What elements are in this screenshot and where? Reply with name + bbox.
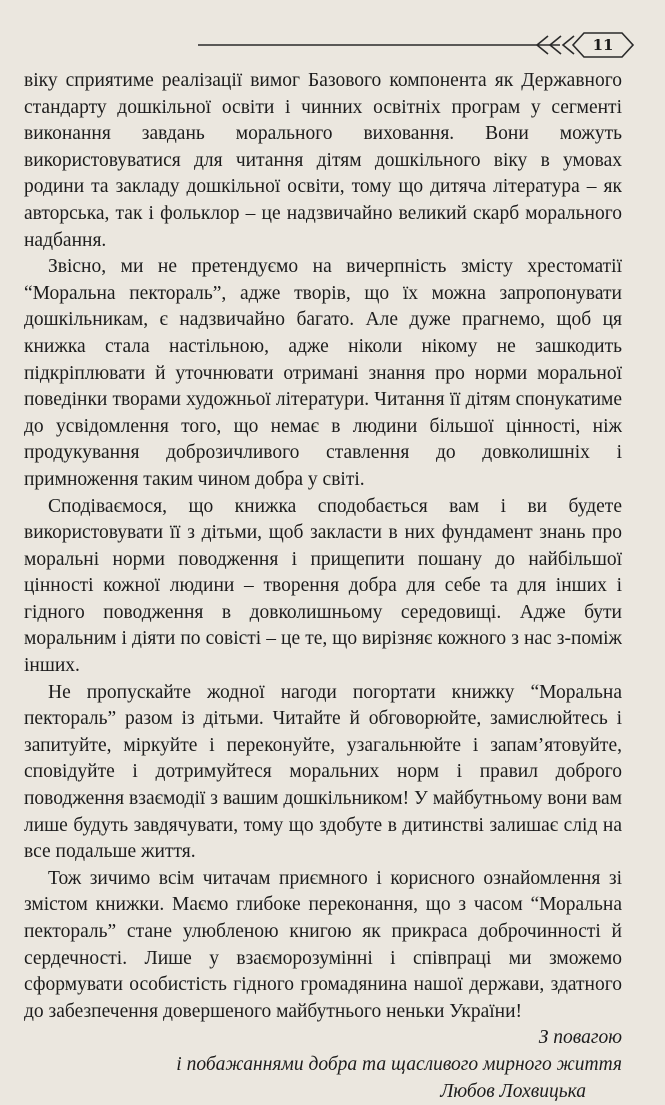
paragraph-4: Не пропускайте жодної нагоди погортати книжку “Моральна пектораль” разом із дітьми. Читайте й обговорюйте, замислюйтесь і запитуйте, міркуйте і переконуйте, узагальнюйте і запам’ятовуйте, сповідуйте і дотримуйтеся моральних норм і правил доброго поводження взаємодії з вашим дошкільником! У майбутньому вони вам лише будуть завдячувати, тому що здобуте в дитинстві залишає слід на все подальше життя.: [24, 681, 622, 863]
header-ornament-icon: [0, 0, 665, 70]
signature-author: Любов Лохвицька: [440, 1080, 586, 1102]
page-number: 11: [592, 36, 614, 54]
body-text: [24, 68, 622, 1105]
signature-greeting: З повагою: [538, 1027, 622, 1049]
paragraph-2: Звісно, ми не претендуємо на вичерпність змісту хрестоматії “Моральна пектораль”, адже творів, що їх можна запропонувати дошкільникам, є надзвичайно багато. Але дуже прагнемо, щоб ця книжка стала настільною, адже ніколи нікому не зашкодить підкріплювати й уточнювати отримані знання про норми моральної поведінки творами художньої літератури. Читання її дітям спонукатиме до усвідомлення того, що немає в людини більшої цінності, ніж продукування доброзичливого ставлення до довколишніх і примноження таким чином добра у світі.: [24, 256, 622, 490]
signature-wishes: і побажаннями добра та щасливого мирного життя: [176, 1053, 622, 1075]
page-header: [0, 0, 665, 70]
signature-block: [24, 1025, 622, 1105]
paragraph-1: віку сприятиме реалізації вимог Базового компонента як Державного стандарту дошкільної освіти і чинних освітніх програм у сегменті виконання завдань морального виховання. Вони можуть використовуватися для читання дітям дошкільного віку в умовах родини та закладу дошкільної освіти, тому що дитяча література – як авторська, так і фольклор – це надзвичайно великий скарб морального надбання.: [24, 70, 622, 251]
paragraph-3: Сподіваємося, що книжка сподобається вам і ви будете використовувати її з дітьми, щоб закласти в них фундамент знань про моральні норми поводження і прищепити пошану до найбільшої цінності кожної людини – творення добра для себе та для інших і гідного поводження в довколишньому середовищі. Адже бути моральним і діяти по совісті – це те, що вирізняє кожного з нас з-поміж інших.: [24, 495, 622, 677]
paragraph-5: Тож зичимо всім читачам приємного і корисного ознайомлення зі змістом книжки. Маємо глибоке переконання, що з часом “Моральна пектораль” стане улюбленою книгою як прикраса доброчинності й сердечності. Лише у взаєморозумінні і співпраці ми зможемо сформувати особистість гідного громадянина нашої держави, здатного до забезпечення довершеного майбутнього неньки України!: [24, 867, 622, 1022]
